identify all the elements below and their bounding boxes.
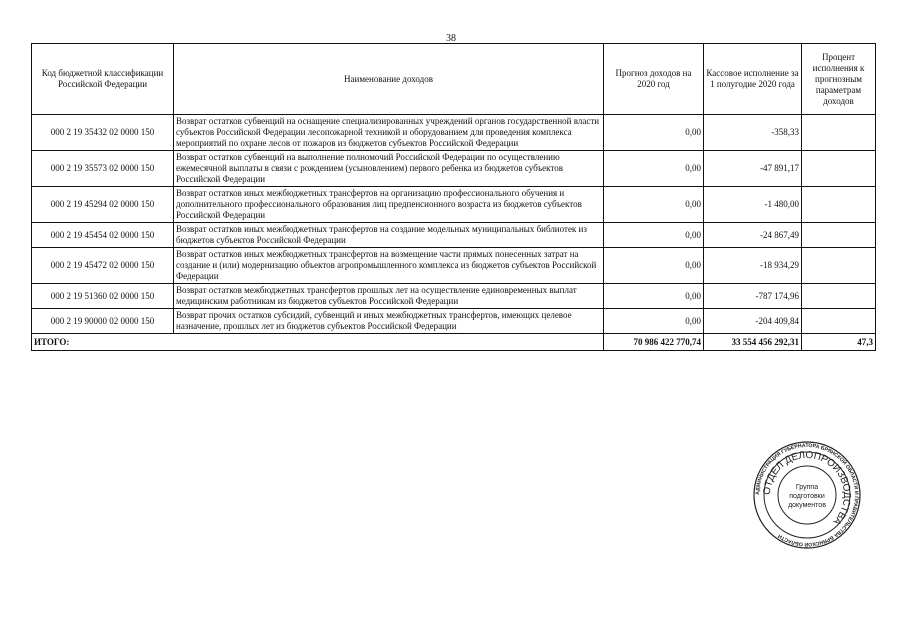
row-name: Возврат прочих остатков субсидий, субвенций и иных межбюджетных трансфертов, имеющих целевое назначение, прошлых лет из бюджетов субъектов Российской Федерации — [174, 309, 604, 334]
row-name: Возврат остатков межбюджетных трансфертов прошлых лет на осуществление единовременных выплат медицинским работникам из бюджетов субъектов Российской Федерации — [174, 284, 604, 309]
row-name: Возврат остатков субвенций на выполнение полномочий Российской Федерации по осуществлению ежемесячной выплаты в связи с рождением (усыновлением) первого ребенка из бюджетов субъектов Российской Федерации — [174, 151, 604, 187]
row-code: 000 2 19 51360 02 0000 150 — [32, 284, 174, 309]
stamp-center-line-1: Группа — [795, 484, 819, 491]
row-actual: -358,33 — [704, 115, 802, 151]
budget-table — [31, 43, 876, 351]
stamp-outer-text: АДМИНИСТРАЦИЯ ГУБЕРНАТОРА БРЯНСКОЙ ОБЛАСТИ И ПРАВИТЕЛЬСТВА БРЯНСКОЙ ОБЛАСТИ — [754, 442, 860, 548]
row-forecast: 0,00 — [604, 309, 704, 334]
row-name: Возврат остатков иных межбюджетных трансфертов на организацию профессионального обучения и дополнительного профессионального образования лиц предпенсионного возраста из бюджетов субъектов Российской Федерации — [174, 187, 604, 223]
stamp-center-line-2: подготовки — [789, 493, 825, 500]
row-code: 000 2 19 35573 02 0000 150 — [32, 151, 174, 187]
row-forecast: 0,00 — [604, 284, 704, 309]
stamp-dept-text: ОТДЕЛ ДЕЛОПРОИЗВОДСТВА — [761, 449, 853, 527]
row-percent — [802, 187, 876, 223]
row-code: 000 2 19 45454 02 0000 150 — [32, 223, 174, 248]
row-actual: -204 409,84 — [704, 309, 802, 334]
row-name: Возврат остатков субвенций на оснащение специализированных учреждений органов государственной власти субъектов Российской Федерации лесопожарной техникой и оборудованием для проведения комплекса мероприятий по охране лесов от пожаров из бюджетов субъектов Российской Федерации — [174, 115, 604, 151]
row-percent — [802, 223, 876, 248]
row-name: Возврат остатков иных межбюджетных трансфертов на создание модельных муниципальных библиотек из бюджетов субъектов Российской Федерации — [174, 223, 604, 248]
row-percent — [802, 151, 876, 187]
row-code: 000 2 19 35432 02 0000 150 — [32, 115, 174, 151]
header-code: Код бюджетной классификации Российской Федерации — [32, 44, 174, 115]
row-forecast: 0,00 — [604, 115, 704, 151]
row-actual: -18 934,29 — [704, 248, 802, 284]
table-header-row — [32, 44, 876, 115]
row-code: 000 2 19 45294 02 0000 150 — [32, 187, 174, 223]
row-actual: -24 867,49 — [704, 223, 802, 248]
header-name: Наименование доходов — [174, 44, 604, 115]
header-actual: Кассовое исполнение за 1 полугодие 2020 года — [704, 44, 802, 115]
row-percent — [802, 248, 876, 284]
row-actual: -47 891,17 — [704, 151, 802, 187]
row-forecast: 0,00 — [604, 223, 704, 248]
row-actual: -787 174,96 — [704, 284, 802, 309]
table-row — [32, 248, 876, 284]
table-row — [32, 151, 876, 187]
row-forecast: 0,00 — [604, 151, 704, 187]
row-percent — [802, 309, 876, 334]
department-stamp — [752, 440, 862, 550]
total-label: ИТОГО: — [32, 334, 604, 351]
row-percent — [802, 115, 876, 151]
table-row — [32, 187, 876, 223]
row-percent — [802, 284, 876, 309]
total-actual: 33 554 456 292,31 — [704, 334, 802, 351]
header-percent: Процент исполнения к прогнозным параметрам доходов — [802, 44, 876, 115]
table-row — [32, 309, 876, 334]
total-percent: 47,3 — [802, 334, 876, 351]
total-row — [32, 334, 876, 351]
page-number: 38 — [446, 33, 456, 44]
stamp-center-line-3: документов — [788, 502, 826, 509]
table-row — [32, 115, 876, 151]
table-row — [32, 284, 876, 309]
row-forecast: 0,00 — [604, 187, 704, 223]
row-actual: -1 480,00 — [704, 187, 802, 223]
row-code: 000 2 19 45472 02 0000 150 — [32, 248, 174, 284]
row-forecast: 0,00 — [604, 248, 704, 284]
header-forecast: Прогноз доходов на 2020 год — [604, 44, 704, 115]
row-code: 000 2 19 90000 02 0000 150 — [32, 309, 174, 334]
table-row — [32, 223, 876, 248]
row-name: Возврат остатков иных межбюджетных трансфертов на возмещение части прямых понесенных затрат на создание и (или) модернизацию объектов агропромышленного комплекса из бюджетов субъектов Российской Федерации — [174, 248, 604, 284]
total-forecast: 70 986 422 770,74 — [604, 334, 704, 351]
